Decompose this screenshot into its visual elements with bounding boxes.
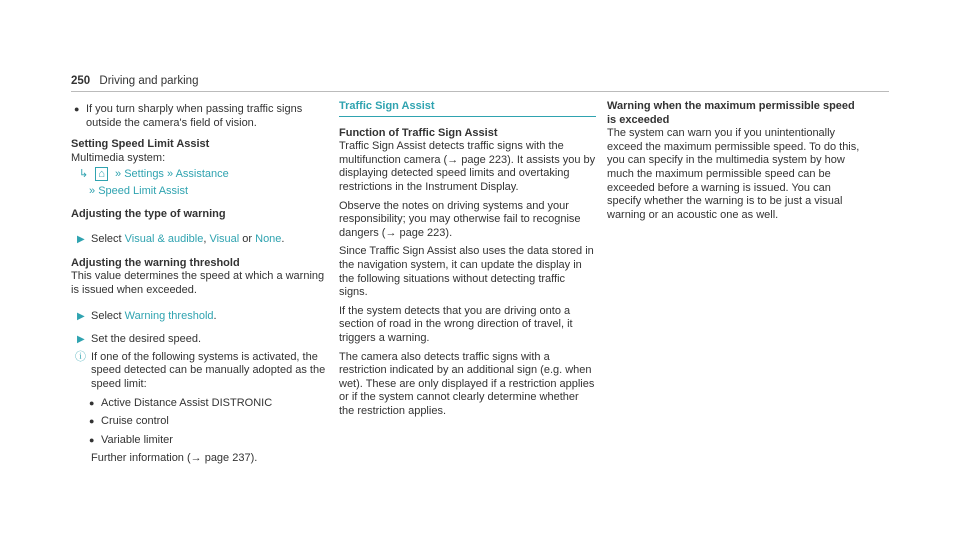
instruction-step — [71, 333, 328, 347]
paragraph: This value determines the speed at which a warning is issued when exceeded. — [71, 270, 325, 296]
home-icon[interactable]: ⌂ — [95, 167, 108, 181]
page-section-title: Driving and parking — [99, 75, 199, 87]
option-warning-threshold[interactable]: Warning threshold — [124, 309, 214, 322]
option-visual-audible[interactable]: Visual & audible — [124, 233, 204, 246]
page-number: 250 — [71, 75, 91, 87]
step-arrow-icon: ▶ — [77, 234, 85, 246]
info-icon: ⓘ — [75, 350, 86, 363]
step-arrow-icon: ▶ — [77, 310, 85, 322]
paragraph: Since Traffic Sign Assist also uses the data stored in the navigation system, it can update the display in the following situations without detecting traffic signs. — [339, 245, 594, 299]
paragraph: Observe the notes on driving systems and your responsibility; you may otherwise fail to recognise dangers (→ page 223). — [339, 199, 581, 239]
path-settings[interactable]: Settings — [124, 168, 164, 181]
separator-text: , — [203, 233, 207, 246]
instruction-step — [71, 310, 328, 324]
section-heading: Setting Speed Limit Assist — [71, 138, 210, 151]
list-item-text: Variable limiter — [101, 433, 173, 446]
or-text: or — [242, 233, 253, 246]
bullet-icon: ● — [89, 434, 95, 445]
column-right — [607, 100, 864, 227]
option-none[interactable]: None — [255, 233, 282, 246]
header-divider — [71, 91, 889, 92]
section-heading: Adjusting the type of warning — [71, 207, 226, 220]
period-text: . — [281, 233, 285, 246]
info-note — [71, 351, 328, 392]
list-item-text: Cruise control — [101, 415, 169, 428]
page-header — [71, 75, 198, 87]
list-item — [71, 103, 328, 130]
paragraph: Traffic Sign Assist detects traffic signs with the multifunction camera (→ page 223). It assists you by displaying detected speed limits and overtaking restrictions in the Instrument Display. — [339, 140, 596, 193]
bullet-icon: ● — [74, 104, 80, 114]
chevron-right-icon: » — [115, 168, 122, 181]
section-heading: Warning when the maximum permissible speed is exceeded — [607, 100, 855, 126]
note-text: If one of the following systems is activated, the speed detected can be manually adopted as the speed limit: — [91, 350, 326, 390]
list-item — [71, 397, 328, 411]
period-text: . — [213, 309, 217, 322]
menu-path — [71, 168, 328, 182]
chevron-right-icon: » — [89, 184, 96, 197]
bullet-icon: ● — [89, 416, 95, 427]
column-middle — [339, 100, 596, 423]
paragraph: The camera also detects traffic signs with a restriction indicated by an additional sign (e.g. when wet). These are only displayed if a restriction applies or if the system cannot clearly determine whether the restriction applies. — [339, 350, 595, 417]
bullet-text: If you turn sharply when passing traffic signs outside the camera's field of vision. — [86, 103, 303, 129]
section-heading: Adjusting the warning threshold — [71, 256, 240, 269]
enter-arrow-icon: ↳ — [79, 168, 89, 181]
column-left — [71, 100, 328, 466]
option-visual[interactable]: Visual — [209, 233, 240, 246]
paragraph: If the system detects that you are driving onto a section of road in the wrong direction of travel, it triggers a warning. — [339, 304, 573, 344]
further-info: Further information (→ page 237). — [91, 452, 258, 465]
list-item — [71, 434, 328, 448]
list-item — [71, 415, 328, 429]
instruction-step — [71, 233, 328, 247]
paragraph: The system can warn you if you unintentionally exceed the maximum permissible speed. To do this, you can specify in the multimedia system by how much the maximum permissible speed can be exceeded before a warning is issued. You can specify whether the warning is to be just a visual warning or an acoustic one as well. — [607, 127, 860, 221]
bullet-icon: ● — [89, 397, 95, 408]
multimedia-label: Multimedia system: — [71, 151, 166, 164]
list-item-text: Active Distance Assist DISTRONIC — [101, 396, 273, 409]
step-text: Set the desired speed. — [91, 333, 202, 346]
path-assistance[interactable]: Assistance — [175, 168, 229, 181]
step-text: Select — [91, 233, 122, 246]
menu-path-continued — [71, 185, 328, 199]
step-arrow-icon: ▶ — [77, 334, 85, 346]
section-heading: Function of Traffic Sign Assist — [339, 126, 498, 139]
path-speed-limit-assist[interactable]: Speed Limit Assist — [98, 184, 189, 197]
step-text: Select — [91, 309, 122, 322]
section-title: Traffic Sign Assist — [339, 100, 596, 117]
chevron-right-icon: » — [167, 168, 174, 181]
